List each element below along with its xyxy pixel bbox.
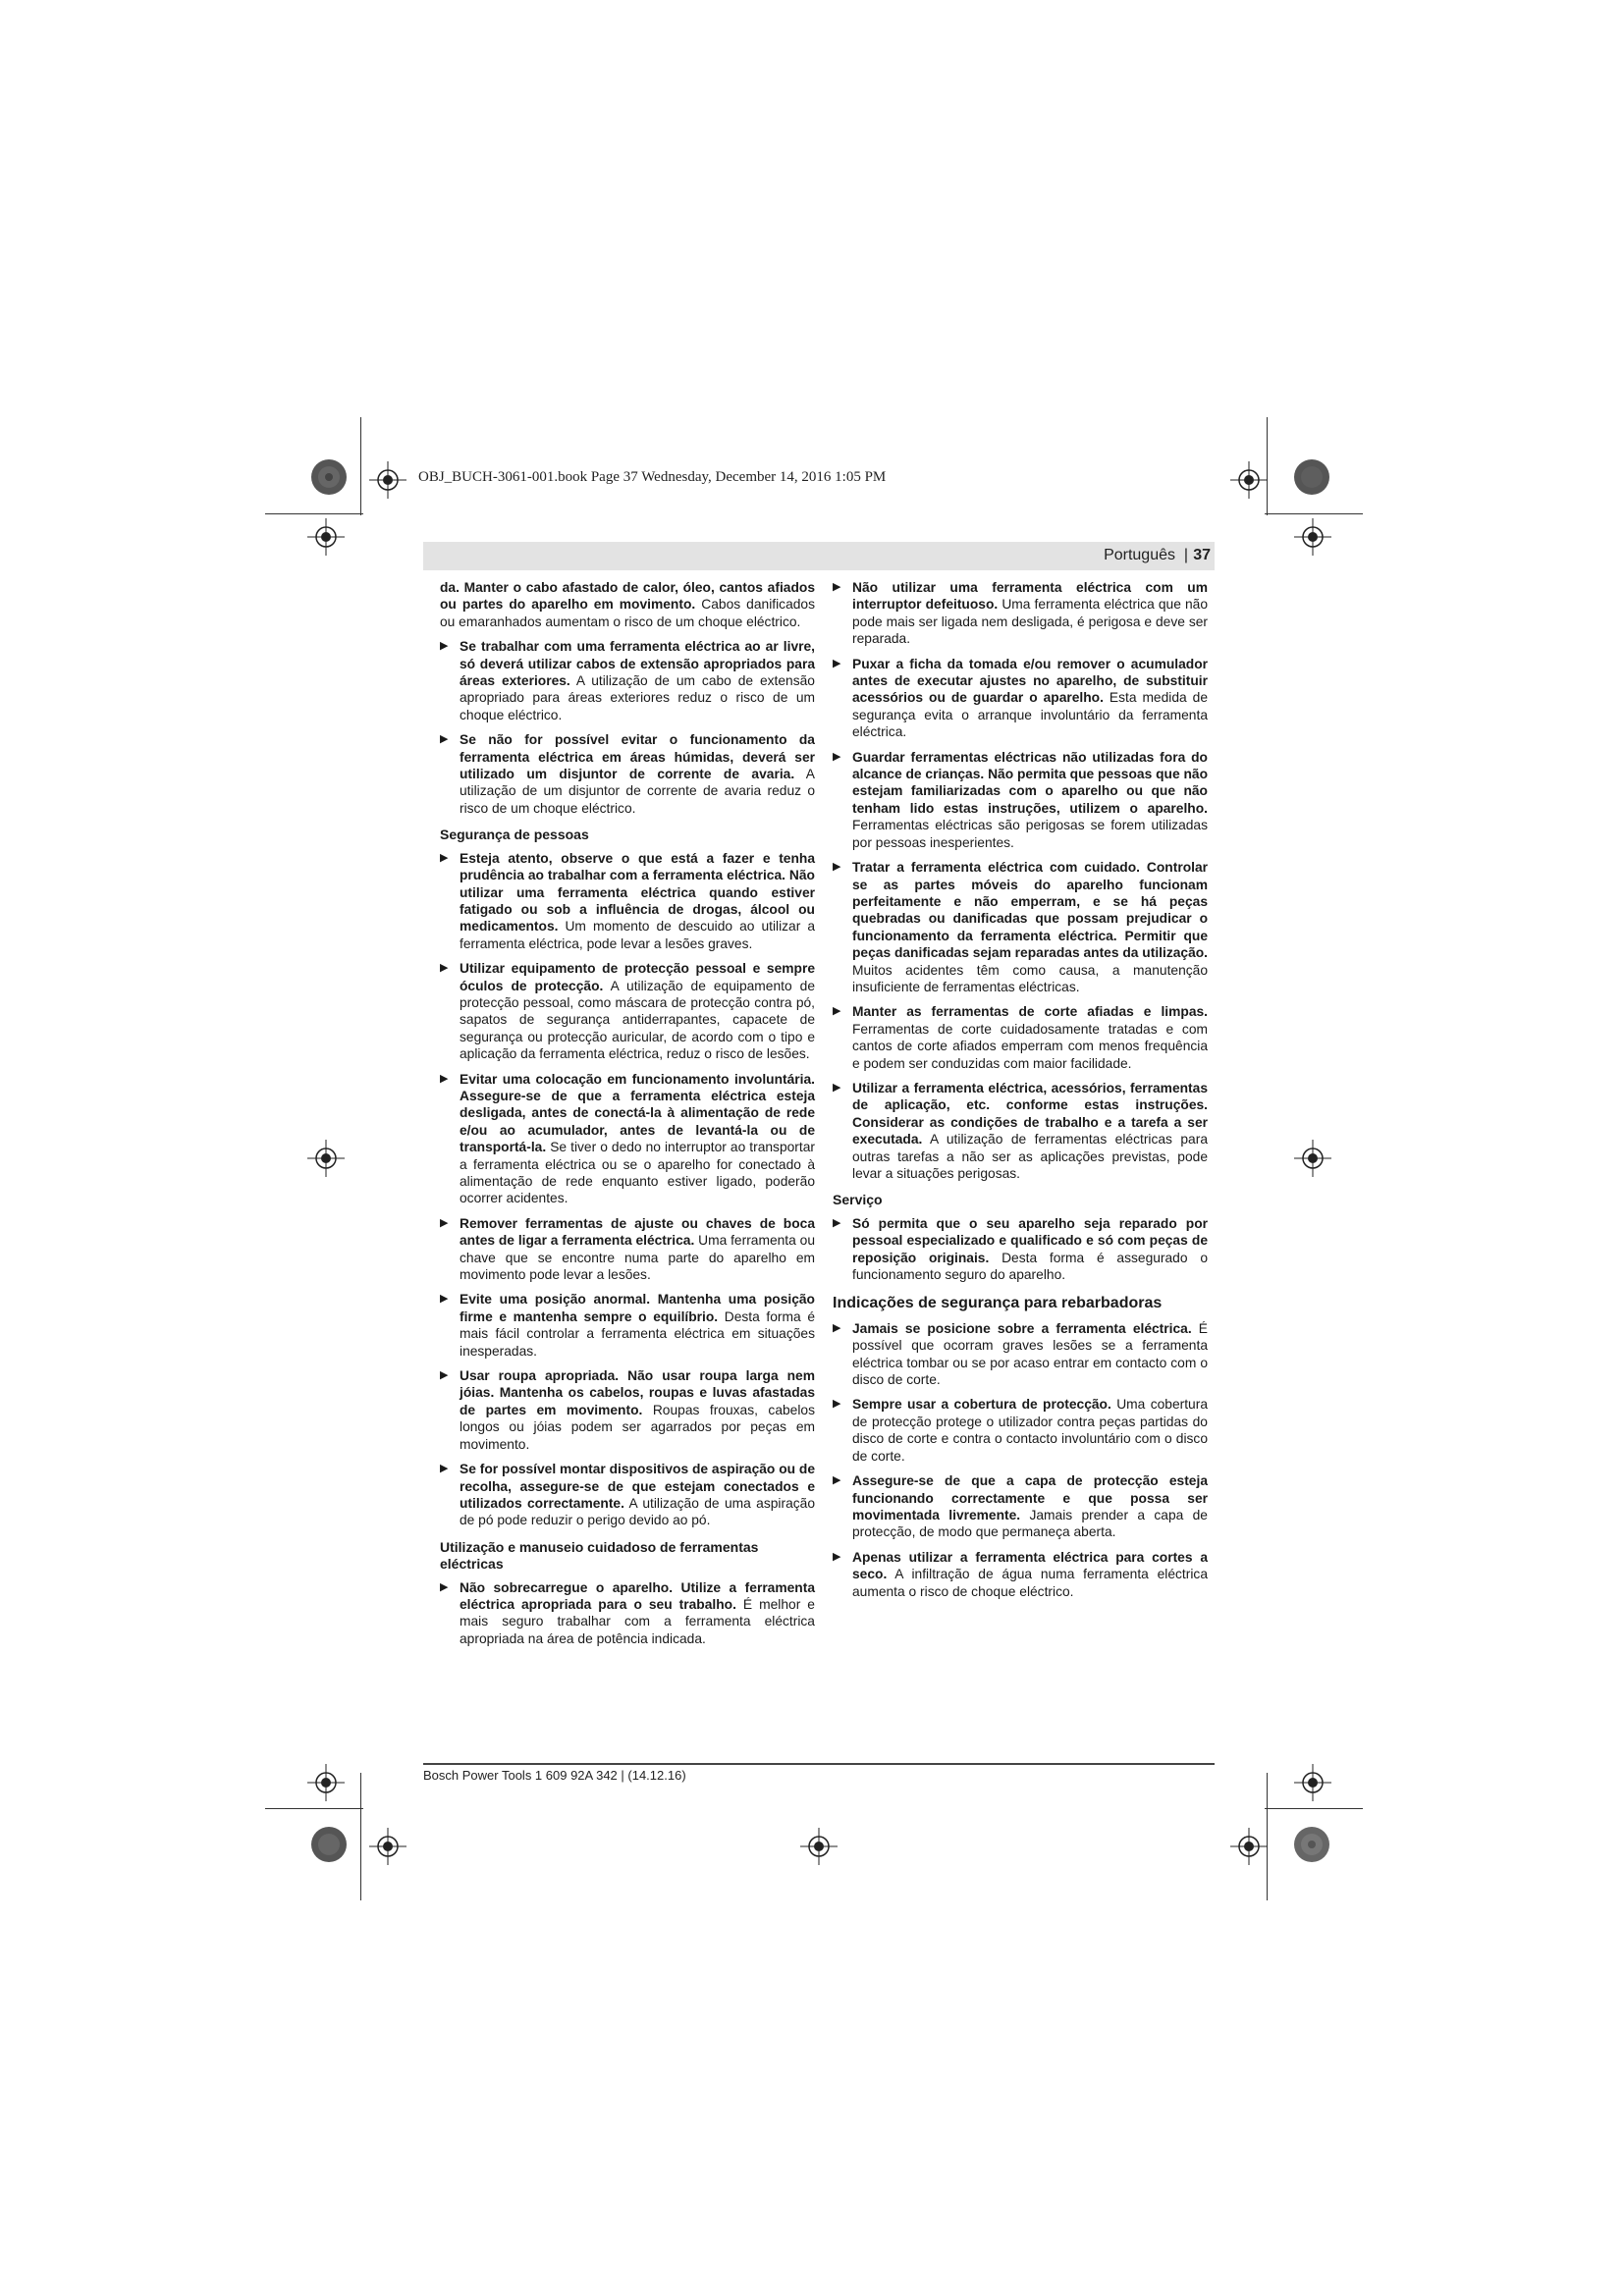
list-item: ▶ Se for possível montar dispositivos de aspiração ou de recolha, assegure-se de que estejam conectados e utilizados correctamente. A utilização de uma aspiração de pó pode reduzir o perigo devido ao pó. [440, 1462, 815, 1528]
list-item: ▶ Guardar ferramentas eléctricas não utilizadas fora do alcance de crianças. Não permita que pessoas que não estejam familiarizadas com o aparelho ou que não tenham lido estas instruções, utilizem o aparelho. Ferramentas eléctricas são perigosas se forem utilizadas por pessoas inesperientes. [833, 749, 1208, 850]
bullet-arrow-icon: ▶ [833, 1081, 841, 1094]
bullet-arrow-icon: ▶ [833, 1216, 841, 1229]
intro-paragraph: da. Manter o cabo afastado de calor, óleo, cantos afiados ou partes do aparelho em movimento. Cabos danificados ou emaranhados aumentam o risco de um choque eléctrico. [440, 580, 815, 629]
bullet-arrow-icon: ▶ [440, 1216, 449, 1229]
bullet-arrow-icon: ▶ [833, 657, 841, 669]
list-item: ▶ Tratar a ferramenta eléctrica com cuidado. Controlar se as partes móveis do aparelho funcionam perfeitamente e não emperram, e se há peças quebradas ou danificadas que possam prejudicar o funcionamento da ferramenta eléctrica. Permitir que peças danificadas sejam reparadas antes da utilização. Muitos acidentes têm como causa, a manutenção insuficiente de ferramentas eléctricas. [833, 860, 1208, 994]
registration-mark-icon [1230, 1828, 1268, 1865]
registration-mark-icon [307, 1140, 345, 1177]
bullet-arrow-icon: ▶ [833, 581, 841, 593]
registration-mark-icon [1294, 1140, 1331, 1177]
book-info-line: OBJ_BUCH-3061-001.book Page 37 Wednesday, December 14, 2016 1:05 PM [418, 469, 887, 485]
registration-mark-icon [1294, 518, 1331, 556]
page-footer: Bosch Power Tools 1 609 92A 342 | (14.12.16) [423, 1768, 686, 1783]
registration-mark-icon [1294, 1764, 1331, 1801]
bullet-arrow-icon: ▶ [440, 851, 449, 864]
list-item: ▶ Usar roupa apropriada. Não usar roupa larga nem jóias. Mantenha os cabelos, roupas e luvas afastadas de partes em movimento. Roupas frouxas, cabelos longos ou jóias podem ser agarrados por peças em movimento. [440, 1368, 815, 1452]
section-heading: Segurança de pessoas [440, 827, 589, 843]
list-item: ▶ Jamais se posicione sobre a ferramenta eléctrica. É possível que ocorram graves lesões se a ferramenta eléctrica tombar ou se por acaso entrar em contacto com o disco de corte. [833, 1320, 1208, 1388]
bullet-arrow-icon: ▶ [440, 962, 449, 975]
list-item: ▶ Manter as ferramentas de corte afiadas e limpas. Ferramentas de corte cuidadosamente tratadas e com cantos de corte afiados emperram com menos frequência e podem ser conduzidas com maior facilidade. [833, 1004, 1208, 1071]
right-column [833, 579, 1208, 1608]
list-item: ▶ Assegure-se de que a capa de protecção esteja funcionando correctamente e que possa ser movimentada livremente. Jamais prender a capa de protecção, de modo que permaneça aberta. [833, 1473, 1208, 1540]
list-item: ▶ Evite uma posição anormal. Mantenha uma posição firme e mantenha sempre o equilíbrio. Desta forma é mais fácil controlar a ferramenta eléctrica em situações inesperadas. [440, 1292, 815, 1359]
bullet-arrow-icon: ▶ [833, 1474, 841, 1487]
header-page-number: 37 [1193, 547, 1211, 563]
bullet-arrow-icon: ▶ [833, 1550, 841, 1563]
list-item: ▶ Esteja atento, observe o que está a fazer e tenha prudência ao trabalhar com a ferramenta eléctrica. Não utilizar uma ferramenta eléctrica quando estiver fatigado ou sob a influência de drogas, álcool ou medicamentos. Um momento de descuido ao utilizar a ferramenta eléctrica, pode levar a lesões graves. [440, 850, 815, 951]
bullet-arrow-icon: ▶ [440, 640, 449, 653]
section-heading: Utilização e manuseio cuidadoso de ferramentas eléctricas [440, 1538, 759, 1573]
bullet-arrow-icon: ▶ [833, 861, 841, 874]
color-target-icon [310, 1826, 348, 1863]
bullet-arrow-icon: ▶ [833, 1398, 841, 1411]
list-item: ▶ Se trabalhar com uma ferramenta eléctrica ao ar livre, só deverá utilizar cabos de extensão apropriados para áreas exteriores. A utilização de um cabo de extensão apropriado para áreas exteriores reduz o risco de um choque eléctrico. [440, 639, 815, 722]
registration-mark-icon [1230, 461, 1268, 499]
list-item: ▶ Utilizar a ferramenta eléctrica, acessórios, ferramentas de aplicação, etc. conforme estas instruções. Considerar as condições de trabalho e a tarefa a ser executada. A utilização de ferramentas eléctricas para outras tarefas a não ser as aplicações previstas, pode levar a situações perigosas. [833, 1080, 1208, 1181]
section-title: Indicações de segurança para rebarbadoras [833, 1295, 1163, 1312]
list-item: ▶ Sempre usar a cobertura de protecção. Uma cobertura de protecção protege o utilizador contra peças partidas do disco de corte e contra o contacto involuntário com o disco de corte. [833, 1397, 1208, 1464]
header-separator: | [1183, 547, 1188, 563]
header-language: Português [1104, 547, 1175, 563]
bullet-arrow-icon: ▶ [833, 1005, 841, 1018]
color-target-icon [1293, 1826, 1330, 1863]
bullet-arrow-icon: ▶ [440, 1580, 449, 1593]
list-item: ▶ Evitar uma colocação em funcionamento involuntária. Assegure-se de que a ferramenta eléctrica esteja desligada, antes de conectá-la à alimentação de rede e/ou ao acumulador, antes de levantá-la ou de transportá-la. Se tiver o dedo no interruptor ao transportar a ferramenta eléctrica ou se o aparelho for conectado à alimentação de rede enquanto estiver ligado, poderão ocorrer acidentes. [440, 1071, 815, 1206]
list-item: ▶ Não sobrecarregue o aparelho. Utilize a ferramenta eléctrica apropriada para o seu trabalho. É melhor e mais seguro trabalhar com a ferramenta eléctrica apropriada na área de potência indicada. [440, 1579, 815, 1646]
bullet-arrow-icon: ▶ [440, 1072, 449, 1085]
bullet-arrow-icon: ▶ [833, 750, 841, 763]
registration-mark-icon [307, 518, 345, 556]
registration-mark-icon [307, 1764, 345, 1801]
page-header [423, 542, 1215, 570]
list-item: ▶ Apenas utilizar a ferramenta eléctrica para cortes a seco. A infiltração de água numa ferramenta eléctrica aumenta o risco de choque eléctrico. [833, 1549, 1208, 1599]
bullet-arrow-icon: ▶ [440, 733, 449, 746]
list-item: ▶ Utilizar equipamento de protecção pessoal e sempre óculos de protecção. A utilização de equipamento de protecção pessoal, como máscara de protecção contra pó, sapatos de segurança antiderrapantes, capacete de segurança ou protecção auricular, de acordo com o tipo e aplicação da ferramenta eléctrica, reduz o risco de lesões. [440, 961, 815, 1062]
registration-mark-icon [800, 1828, 838, 1865]
bullet-arrow-icon: ▶ [440, 1463, 449, 1475]
list-item: ▶ Não utilizar uma ferramenta eléctrica com um interruptor defeituoso. Uma ferramenta eléctrica que não pode mais ser ligada nem desligada, é perigosa e deve ser reparada. [833, 580, 1208, 647]
color-target-icon [310, 458, 348, 496]
left-column [440, 579, 815, 1655]
footer-rule [423, 1763, 1215, 1765]
registration-mark-icon [369, 1828, 406, 1865]
list-item: ▶ Remover ferramentas de ajuste ou chaves de boca antes de ligar a ferramenta eléctrica. Uma ferramenta ou chave que se encontre numa parte do aparelho em movimento pode levar a lesões. [440, 1215, 815, 1283]
list-item: ▶ Puxar a ficha da tomada e/ou remover o acumulador antes de executar ajustes no aparelho, de substituir acessórios ou de guardar o aparelho. Esta medida de segurança evita o arranque involuntário da ferramenta eléctrica. [833, 656, 1208, 740]
list-item: ▶ Só permita que o seu aparelho seja reparado por pessoal especializado e qualificado e só com peças de reposição originais. Desta forma é assegurado o funcionamento seguro do aparelho. [833, 1215, 1208, 1283]
color-target-icon [1293, 458, 1330, 496]
section-heading: Serviço [833, 1192, 883, 1208]
bullet-arrow-icon: ▶ [440, 1369, 449, 1382]
registration-mark-icon [369, 461, 406, 499]
bullet-arrow-icon: ▶ [440, 1293, 449, 1306]
bullet-arrow-icon: ▶ [833, 1321, 841, 1334]
list-item: ▶ Se não for possível evitar o funcionamento da ferramenta eléctrica em áreas húmidas, deverá ser utilizado um disjuntor de corrente de avaria. A utilização de um disjuntor de corrente de avaria reduz o risco de um choque eléctrico. [440, 732, 816, 816]
